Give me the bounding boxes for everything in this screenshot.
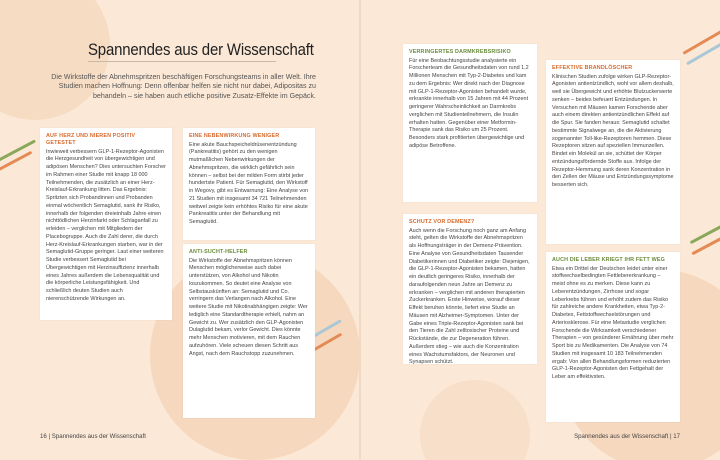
decor-stroke-right-top-blue [686,42,720,66]
card-darmkrebs [403,44,537,202]
card-body: Eine akute Bauchspeicheldrüsenentzündung (Pankreatitis) gehört zu den wenigen mutmaßlichen Nebenwirkungen der Abnehmspritzen, die wirklich gefährlich sein können – selbst bei der milden Form stirbt jeder hundertste Patient. Für Semaglutid, den Wirkstoff in Wegovy, gibt es Entwarnung: Eine Analyse von 21 Studien mit insgesamt 34 721 Teilnehmenden weitwel zeigte kein erhöhtes Risiko für eine akute Pankreatitis unter der Behandlung mit Semaglutid. [189,141,309,225]
footer-left-page-number: 16 | Spannendes aus der Wissenschaft [40,433,146,440]
card-body: Klinischen Studien zufolge wirken GLP-Rezeptor-Agonisten antientzündlich, wohl vor allem deshalb, weil sie Übergewicht und erhöhte Blutzuckerwerte senken – beides befeuert Entzündungen. In Versuchen mit Mäusen kamen Forschende aber auch einem direkten antientzündlichen Effekt auf die Spur. Sie fanden heraus: Semaglutid schaltet bestimmte Signalwege an, die die Aktivierung sogenannter Toll-like-Rezeptoren hemmen. Diese Rezeptoren sitzen auf speziellen Immunzellen. Bindet ein Molekül an sie, schüttet der Körper entzündungsfördernde Stoffe aus. Infolge der Rezeptor-Hemmung sank deren Konzentration in den Zellen der Mäuse und Entzündungssymptome besserten sich. [552,73,674,188]
card-body: Für eine Beobachtungsstudie analysierte ein Forscherteam die Gesundheitsdaten von rund 1,2 Millionen Menschen mit Typ-2-Diabetes und kam zu dem Ergebnis: Wer direkt nach der Diagnose mit GLP-1-Rezeptor-Agonisten behandelt wurde, erkrankte innerhalb von 15 Jahren mit 44 Prozent geringerer Wahrscheinlichkeit an Darmkrebs verglichen mit Studienteilnehmern, die Insulin erhalten hatten. Gegenüber einer Metformin-Therapie sank das Risiko um 25 Prozent. Besonders stark profitierten übergewichtige und adipöse Betroffene. [409,57,529,149]
card-herz-nieren [40,128,172,320]
card-demenz [403,214,537,364]
footer-right-page-number: Spannendes aus der Wissenschaft | 17 [574,433,680,440]
card-nebenwirkung [183,128,315,240]
decor-circle-top-left [0,0,110,120]
card-heading: ANTI-SUCHT-HELFER [189,249,248,255]
card-body: Inwieweit verbessern GLP-1-Rezeptor-Agonisten die Herzgesundheit von übergewichtigen und adipösen Menschen? Dies untersuchten Forscher im Rahmen einer Studie mit knapp 18 000 Teilnehmenden, die zusätzlich an einer Herz-Kreislauf-Erkrankung litten. Das Ergebnis: Spritzten sich Probandinnen und Probanden einmal wöchentlich Semaglutid, sank ihr Risiko, innerhalb der folgenden dreieinhalb Jahre einen nichttödlichen Herzinfarkt oder Schlaganfall zu erleiden – verglichen mit Mitgliedern der Placebogruppe. Auch die Zahl derer, die durch Herz-Kreislauf-Erkrankungen starben, war in der Semaglutid-Gruppe geringer. Laut einer weiteren Studie verbessert Semaglutid bei Übergewichtigen mit Herzinsuffizienz innerhalb eines Jahres außerdem die Lebensqualität und die körperliche Leistungsfähigkeit. Und schließlich deuten Studien auch nierenschützende Wirkungen an. [46,148,166,302]
card-heading: AUF HERZ UND NIEREN POSITIV GETESTET [46,133,136,146]
card-heading: EINE NEBENWIRKUNG WENIGER [189,133,280,139]
card-heading: EFFEKTIVE BRANDLÖSCHER [552,65,633,71]
card-heading: AUCH DIE LEBER KRIEGT IHR FETT WEG [552,257,665,263]
card-body: Etwa ein Drittel der Deutschen leidet unter einer stoffwechselbedingten Fettlebererkrankung – meist ohne es zu merken. Diese kann zu Leberentzündungen, Zirrhose und sogar Leberkrebs führen und erhöht zudem das Risiko für zahlreiche andere Krankheiten, etwa Typ-2-Diabetes, Fettstoffwechselstörungen und Arteriosklerose. Für eine Metastudie verglichen Forschende die Wirksamkeit verschiedener Therapien – von gesünderer Ernährung über mehr Sport bis zu Medikamenten. Die Analyse von 74 Studien mit insgesamt 10 183 Teilnehmenden ergab: Von allen Behandlungsformen reduzierten GLP-1-Rezeptor-Agonisten den Fettgehalt der Leber am effektivsten. [552,265,674,380]
card-body: Die Wirkstoffe der Abnehmspritzen können Menschen möglicherweise auch dabei unterstützen, von Alkohol und Nikotin loszukommen. So deutet eine Analyse von Selbstauskünften an: Semaglutid und Co. verringern das Verlangen nach Alkohol. Eine weitere Studie mit Nikotinabhängigen zeigte: Wer lediglich eine Standardtherapie erhielt, nahm an Gewicht zu. Wer zusätzlich den GLP-Agonisten Dulaglutid bekam, verlor Gewicht. Dies könnte mehr Menschen motivieren, mit dem Rauchen aufzuhören. Viele scheuen diesen Schritt aus Angst, nach dem Rauchstopp zuzunehmen. [189,257,308,357]
card-heading: SCHUTZ VOR DEMENZ? [409,219,475,225]
card-anti-sucht [183,244,315,418]
card-leber [546,252,680,422]
page-gutter [359,0,361,460]
intro-text: Die Wirkstoffe der Abnehmspritzen beschäftigen Forschungsteams in aller Welt. Ihre Studien machen Hoffnung: Denn offenbar helfen sie nicht nur dabei, Adipositas zu behandeln – sie haben auch etliche positive Zusatz-Effekte im Gepäck. [51,73,316,100]
decor-stroke-right-top-orange [682,28,720,55]
page-title: Spannendes aus der Wissenschaft [88,40,314,59]
card-heading: VERRINGERTES DARMKREBSRISIKO [409,49,511,55]
card-brandloescher [546,60,680,244]
decor-circle-bottom-mid [420,380,530,460]
title-underline [88,61,276,62]
card-body: Auch wenn die Forschung noch ganz am Anfang steht, gelten die Wirkstoffe der Abnehmspritzen als Hoffnungsträger in der Demenz-Prävention. Eine Analyse von Gesundheitsdaten Tausender Diabetikerinnen und Diabetiker zeigte: Diejenigen, die GLP-1-Rezeptor-Agonisten bekamen, hatten ein deutlich geringeres Risiko, innerhalb der daraufolgenden neun Jahre an Demenz zu erkranken – verglichen mit anderen therapierten Zuckerkranken. Erste Hinweise, worauf dieser Effekt beruhen könnte, liefert eine Studie an Mäusen mit Alzheimer-Symptomen. Unter der Gabe eines Triple-Rezeptor-Agonisten sank bei den Tieren die Zahl zelltoxischer Proteine und Rückstände, die zur Degeneration führen. Außerdem stieg – wie auch die Konzentration eines Wachstumsfaktors, der Neuronen und Synapsen schützt. [409,227,530,366]
